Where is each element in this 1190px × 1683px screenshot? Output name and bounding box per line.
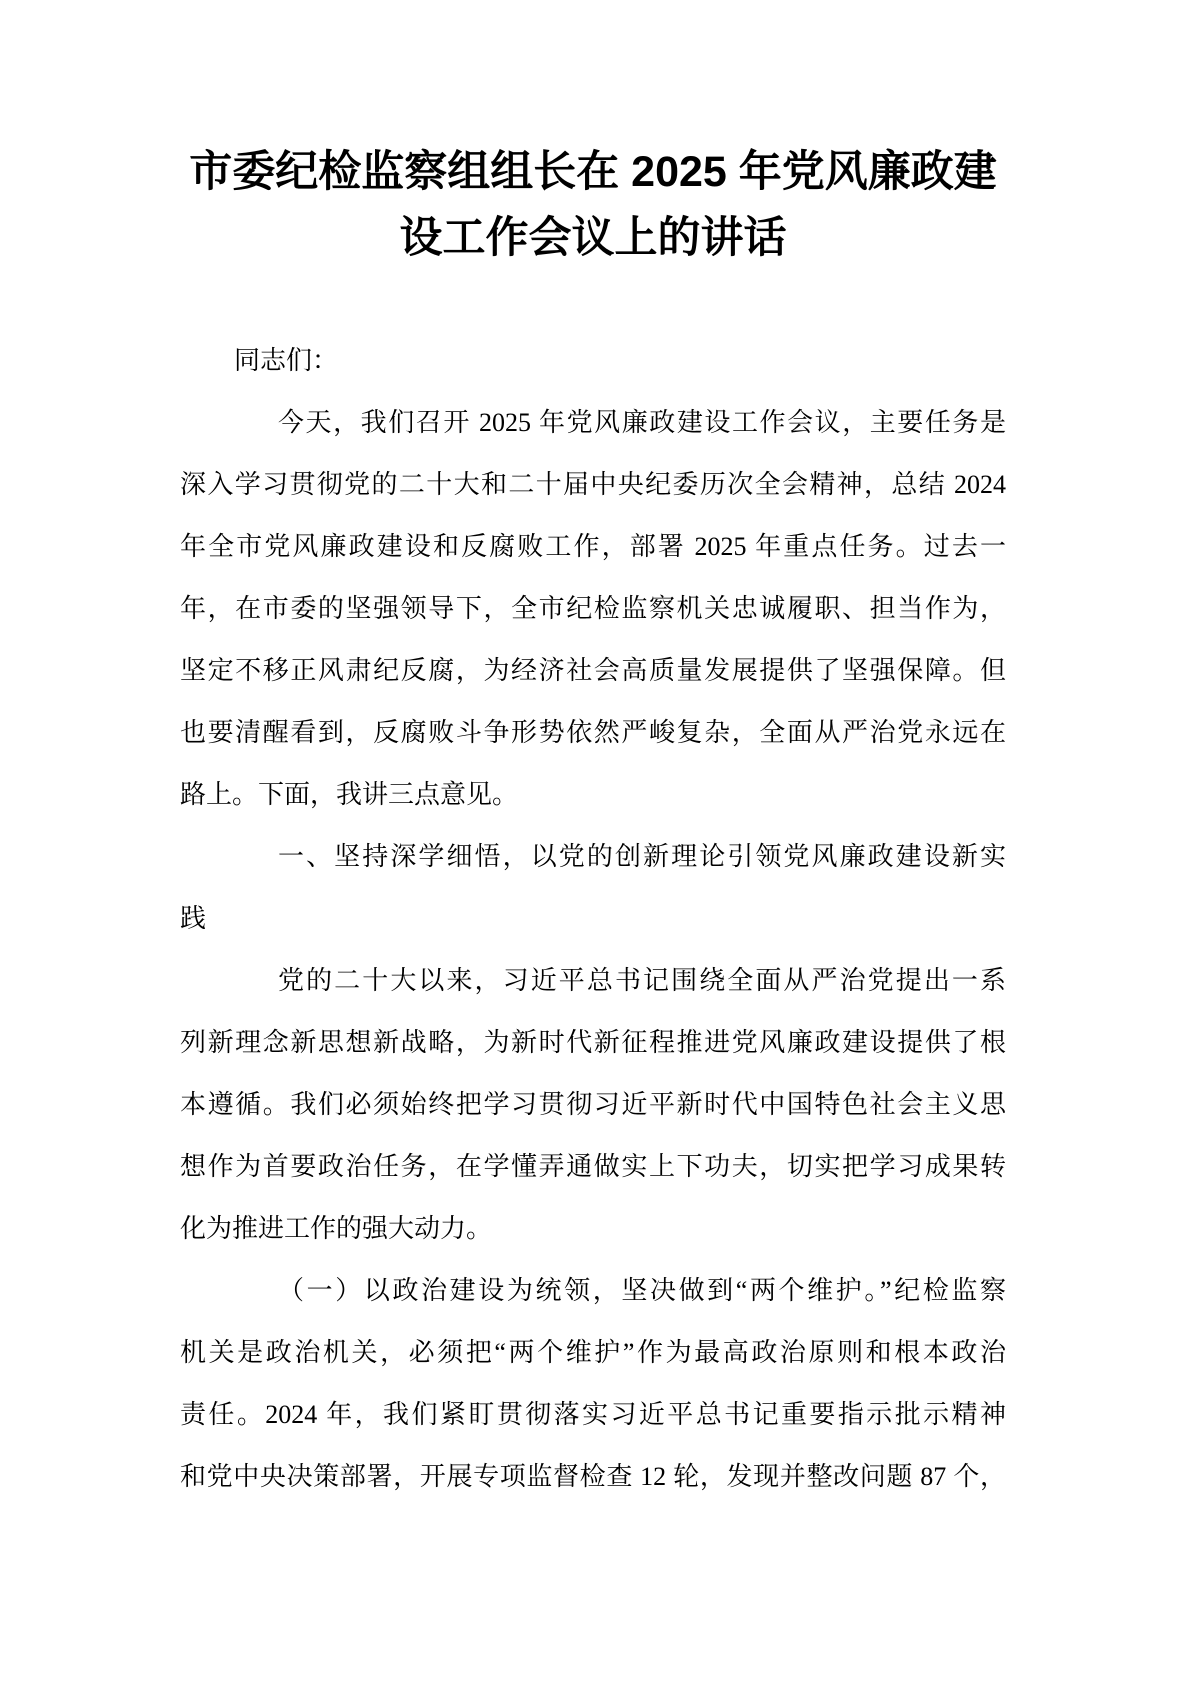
text-line: 和党中央决策部署，开展专项监督检查 12 轮，发现并整改问题 87 个， — [180, 1462, 1006, 1491]
text-line: 党的二十大以来，习近平总书记围绕全面从严治党提出一系 — [278, 966, 1006, 995]
paragraph-heading2 — [180, 1260, 1006, 1508]
document-title — [180, 139, 1006, 271]
text-line: 年全市党风廉政建设和反腐败工作，部署 2025 年重点任务。过去一 — [180, 532, 1006, 561]
text-line: 今天，我们召开 2025 年党风廉政建设工作会议，主要任务是 — [278, 408, 1006, 437]
text-line: 路上。下面，我讲三点意见。 — [180, 780, 519, 809]
text-line: 同志们： — [234, 346, 339, 375]
text-line: 机关是政治机关，必须把“两个维护”作为最高政治原则和根本政治 — [180, 1338, 1006, 1367]
text-line: 责任。2024 年，我们紧盯贯彻落实习近平总书记重要指示批示精神 — [180, 1400, 1006, 1429]
paragraph-body — [180, 392, 1006, 826]
text-line: 深入学习贯彻党的二十大和二十届中央纪委历次全会精神，总结 2024 — [180, 470, 1006, 499]
text-line: 想作为首要政治任务，在学懂弄通做实上下功夫，切实把学习成果转 — [180, 1152, 1006, 1181]
text-line: （一）以政治建设为统领，坚决做到“两个维护。”纪检监察 — [278, 1276, 1006, 1305]
document-body — [180, 330, 1006, 1508]
text-line: 一、坚持深学细悟，以党的创新理论引领党风廉政建设新实 — [278, 842, 1006, 871]
paragraph-salutation — [180, 330, 1006, 392]
text-line: 本遵循。我们必须始终把学习贯彻习近平新时代中国特色社会主义思 — [180, 1090, 1006, 1119]
paragraph-body — [180, 950, 1006, 1260]
text-line: 坚定不移正风肃纪反腐，为经济社会高质量发展提供了坚强保障。但 — [180, 656, 1006, 685]
text-line: 列新理念新思想新战略，为新时代新征程推进党风廉政建设提供了根 — [180, 1028, 1006, 1057]
text-line: 年，在市委的坚强领导下，全市纪检监察机关忠诚履职、担当作为， — [180, 594, 1006, 623]
text-line: 化为推进工作的强大动力。 — [180, 1214, 493, 1243]
text-line: 也要清醒看到，反腐败斗争形势依然严峻复杂，全面从严治党永远在 — [180, 718, 1006, 747]
title-line: 设工作会议上的讲话 — [399, 214, 787, 262]
title-line: 市委纪检监察组组长在 2025 年党风廉政建 — [189, 148, 997, 196]
text-line: 践 — [180, 904, 207, 933]
paragraph-heading1 — [180, 826, 1006, 950]
